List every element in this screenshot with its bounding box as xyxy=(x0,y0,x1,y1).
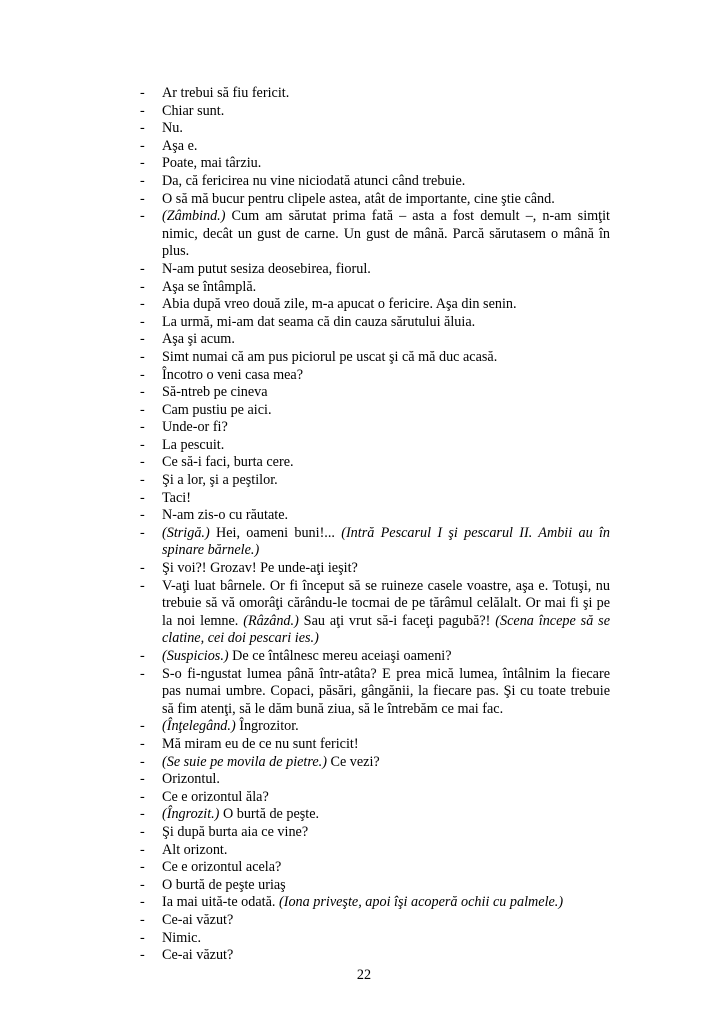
spoken-text: N-am putut sesiza deosebirea, fiorul. xyxy=(162,260,371,277)
spoken-text: Poate, mai târziu. xyxy=(162,155,262,172)
line-dash: - xyxy=(140,384,145,401)
line-dash: - xyxy=(140,172,145,189)
dialogue-line xyxy=(140,736,610,754)
line-dash: - xyxy=(140,524,145,541)
spoken-text: O burtă de peşte. xyxy=(219,806,320,823)
dialogue-line xyxy=(140,138,610,156)
spoken-text: Cam pustiu pe aici. xyxy=(162,401,272,418)
spoken-text: Abia după vreo două zile, m-a apucat o fericire. Aşa din senin. xyxy=(162,296,517,313)
dialogue-line xyxy=(140,930,610,948)
spoken-text: V-aţi luat bârnele. Or fi început să se ruineze casele voastre, aşa e. Totuşi, nu trebuie să vă omorâţi cărându-le tocmai de pe tărâmul celălalt. Or mai fi şi pe la noi lemne. xyxy=(162,577,610,629)
dialogue-line xyxy=(140,402,610,420)
dialogue-line xyxy=(140,771,610,789)
spoken-text: De ce întâlnesc mereu aceiaşi oameni? xyxy=(228,648,452,664)
dialogue-line xyxy=(140,894,610,912)
dialogue-line xyxy=(140,507,610,525)
dialogue-line xyxy=(140,806,610,824)
line-dash: - xyxy=(140,753,145,770)
stage-direction: (Iona priveşte, apoi îşi acoperă ochii cu palmele.) xyxy=(279,894,564,911)
spoken-text: Ar trebui să fiu fericit. xyxy=(162,85,290,101)
dialogue-line xyxy=(140,824,610,842)
spoken-text: N-am zis-o cu răutate. xyxy=(162,507,289,524)
dialogue-line xyxy=(140,947,610,965)
dialogue-line xyxy=(140,859,610,877)
spoken-text: O burtă de peşte uriaş xyxy=(162,876,286,893)
spoken-text: Ce e orizontul acela? xyxy=(162,859,282,876)
dialogue-line xyxy=(140,525,610,560)
line-dash: - xyxy=(140,155,145,172)
spoken-text: Alt orizont. xyxy=(162,841,228,858)
line-dash: - xyxy=(140,454,145,471)
spoken-text: Încotro o veni casa mea? xyxy=(162,366,304,383)
spoken-text: Ia mai uită-te odată. xyxy=(162,894,279,911)
line-dash: - xyxy=(140,841,145,858)
dialogue-line xyxy=(140,754,610,772)
line-dash: - xyxy=(140,348,145,365)
line-dash: - xyxy=(140,278,145,295)
spoken-text: Nu. xyxy=(162,120,183,137)
dialogue-line xyxy=(140,666,610,719)
dialogue-line xyxy=(140,789,610,807)
line-dash: - xyxy=(140,120,145,137)
stage-direction: (Înţelegând.) xyxy=(162,718,236,735)
spoken-text: Să-ntreb pe cineva xyxy=(162,384,268,401)
stage-direction: (Strigă.) xyxy=(162,524,210,541)
line-dash: - xyxy=(140,419,145,436)
spoken-text: Aşa se întâmplă. xyxy=(162,278,257,295)
dialogue-line xyxy=(140,384,610,402)
dialogue-line xyxy=(140,472,610,490)
dialogue-line xyxy=(140,648,610,666)
dialogue-line xyxy=(140,419,610,437)
dialogue-text xyxy=(140,85,610,965)
dialogue-line xyxy=(140,349,610,367)
line-dash: - xyxy=(140,296,145,313)
line-dash: - xyxy=(140,331,145,348)
line-dash: - xyxy=(140,859,145,876)
spoken-text: Aşa şi acum. xyxy=(162,331,235,348)
spoken-text: Ce-ai văzut? xyxy=(162,911,234,928)
line-dash: - xyxy=(140,947,145,964)
line-dash: - xyxy=(140,137,145,154)
dialogue-line xyxy=(140,718,610,736)
dialogue-line xyxy=(140,296,610,314)
dialogue-line xyxy=(140,367,610,385)
spoken-text: Cum am sărutat prima fată – asta a fost demult –, n-am simţit nimic, decât un gust de carne. Un gust de mână. Parcă sărutasem o mână în plus. xyxy=(162,208,610,260)
stage-direction: (Zâmbind.) xyxy=(162,208,226,225)
spoken-text: Sau aţi vrut să-i faceţi pagubă?! xyxy=(298,612,496,629)
spoken-text: Ce-ai văzut? xyxy=(162,947,234,964)
spoken-text: Taci! xyxy=(162,489,191,506)
spoken-text: Da, că fericirea nu vine niciodată atunci când trebuie. xyxy=(162,172,466,189)
spoken-text: Chiar sunt. xyxy=(162,102,225,119)
dialogue-line xyxy=(140,261,610,279)
dialogue-line xyxy=(140,331,610,349)
dialogue-line xyxy=(140,842,610,860)
line-dash: - xyxy=(140,401,145,418)
line-dash: - xyxy=(140,507,145,524)
spoken-text: Aşa e. xyxy=(162,137,198,154)
line-dash: - xyxy=(140,472,145,489)
spoken-text: Ce să-i faci, burta cere. xyxy=(162,454,294,471)
spoken-text: Simt numai că am pus piciorul pe uscat şi că mă duc acasă. xyxy=(162,348,498,365)
spoken-text: Mă miram eu de ce nu sunt fericit! xyxy=(162,735,359,752)
dialogue-line xyxy=(140,490,610,508)
spoken-text: Unde-or fi? xyxy=(162,419,228,436)
dialogue-line xyxy=(140,578,610,648)
line-dash: - xyxy=(140,876,145,893)
line-dash: - xyxy=(140,436,145,453)
dialogue-line xyxy=(140,208,610,261)
line-dash: - xyxy=(140,190,145,207)
dialogue-line xyxy=(140,437,610,455)
spoken-text: Şi a lor, şi a peştilor. xyxy=(162,472,278,489)
line-dash: - xyxy=(140,313,145,330)
line-dash: - xyxy=(140,718,145,735)
dialogue-line xyxy=(140,173,610,191)
line-dash: - xyxy=(140,577,145,594)
dialogue-line xyxy=(140,120,610,138)
spoken-text: Ce vezi? xyxy=(326,753,380,770)
dialogue-line xyxy=(140,877,610,895)
dialogue-line xyxy=(140,314,610,332)
dialogue-line xyxy=(140,85,610,103)
dialogue-line xyxy=(140,454,610,472)
spoken-text: Îngrozitor. xyxy=(235,718,299,735)
spoken-text: Ce e orizontul ăla? xyxy=(162,788,269,805)
line-dash: - xyxy=(140,735,145,752)
line-dash: - xyxy=(140,771,145,788)
dialogue-line xyxy=(140,279,610,297)
line-dash: - xyxy=(140,560,145,577)
page-number: 22 xyxy=(356,967,372,983)
spoken-text: Şi voi?! Grozav! Pe unde-aţi ieşit? xyxy=(162,560,358,577)
stage-direction: (Intră Pescarul I şi pescarul II. Ambii au în spinare bărnele.) xyxy=(162,524,610,559)
line-dash: - xyxy=(140,929,145,946)
line-dash: - xyxy=(140,911,145,928)
spoken-text: O să mă bucur pentru clipele astea, atât de importante, cine ştie când. xyxy=(162,190,555,207)
line-dash: - xyxy=(140,788,145,805)
spoken-text: Şi după burta aia ce vine? xyxy=(162,823,309,840)
spoken-text: S-o fi-ngustat lumea până într-atâta? E prea mică lumea, întâlnim la fiecare pas numai umbre. Copaci, păsări, gângănii, la fiecare pas. Şi cu toate trebuie să fim atenţi, să le dăm bună ziua, să le întrebăm ce mai fac. xyxy=(162,665,610,717)
spoken-text: La urmă, mi-am dat seama că din cauza sărutului ăluia. xyxy=(162,313,476,330)
line-dash: - xyxy=(140,208,145,225)
line-dash: - xyxy=(140,648,145,664)
line-dash: - xyxy=(140,823,145,840)
stage-direction: (Râzând.) xyxy=(243,612,299,629)
line-dash: - xyxy=(140,806,145,823)
spoken-text: Hei, oameni buni!... xyxy=(209,524,342,541)
spoken-text: Orizontul. xyxy=(162,771,220,788)
stage-direction: (Îngrozit.) xyxy=(162,806,220,823)
stage-direction: (Scena începe să se clatine, cei doi pescari ies.) xyxy=(162,612,610,647)
dialogue-line xyxy=(140,155,610,173)
line-dash: - xyxy=(140,665,145,682)
stage-direction: (Suspicios.) xyxy=(162,648,229,664)
line-dash: - xyxy=(140,260,145,277)
spoken-text: Nimic. xyxy=(162,929,202,946)
line-dash: - xyxy=(140,85,145,101)
line-dash: - xyxy=(140,102,145,119)
dialogue-line xyxy=(140,560,610,578)
stage-direction: (Se suie pe movila de pietre.) xyxy=(162,753,327,770)
line-dash: - xyxy=(140,489,145,506)
spoken-text: La pescuit. xyxy=(162,436,225,453)
line-dash: - xyxy=(140,366,145,383)
dialogue-line xyxy=(140,103,610,121)
line-dash: - xyxy=(140,894,145,911)
dialogue-line xyxy=(140,912,610,930)
dialogue-line xyxy=(140,191,610,209)
